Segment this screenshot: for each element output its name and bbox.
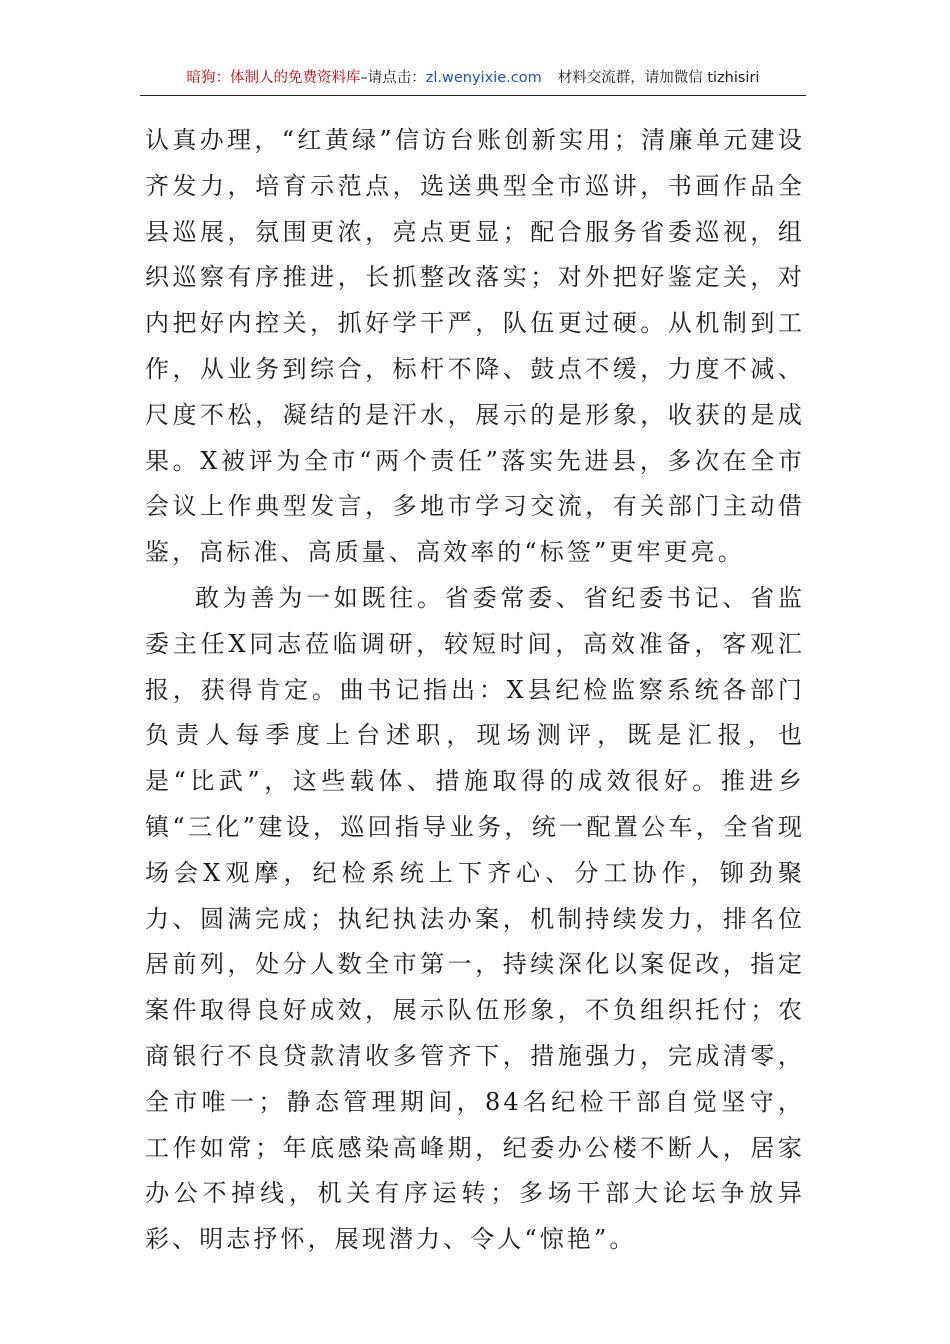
header-url-link[interactable]: zl.wenyixie.com <box>425 70 542 86</box>
page-header <box>140 64 806 96</box>
header-contact: 材料交流群，请加微信 tizhisiri <box>557 70 760 86</box>
paragraph-1: 认真办理，“红黄绿”信访台账创新实用；清廉单元建设齐发力，培育示范点，选送典型全市巡讲，书画作品全县巡展，氛围更浓，亮点更显；配合服务省委巡视，组织巡察有序推进，长抓整改落实；对外把好鉴定关，对内把好内控关，抓好学干严，队伍更过硬。从机制到工作，从业务到综合，标杆不降、鼓点不缓，力度不减、尺度不松，凝结的是汗水，展示的是形象，收获的是成果。X被评为全市“两个责任”落实先进县，多次在全市会议上作典型发言，多地市学习交流，有关部门主动借鉴，高标准、高质量、高效率的“标签”更牢更亮。 <box>145 126 805 567</box>
paragraph-2: 敢为善为一如既往。省委常委、省纪委书记、省监委主任X同志莅临调研，较短时间，高效准备，客观汇报，获得肯定。曲书记指出：X县纪检监察系统各部门负责人每季度上台述职，现场测评，既是汇报，也是“比武”，这些载体、措施取得的成效很好。推进乡镇“三化”建设，巡回指导业务，统一配置公车，全省现场会X观摩，纪检系统上下齐心、分工协作，铆劲聚力、圆满完成；执纪执法办案，机制持续发力，排名位居前列，处分人数全市第一，持续深化以案促改，指定案件取得良好成效，展示队伍形象，不负组织托付；农商银行不良贷款清收多管齐下，措施强力，完成清零，全市唯一；静态管理期间，84名纪检干部自觉坚守，工作如常；年底感染高峰期，纪委办公楼不断人，居家办公不掉线，机关有序运转；多场干部大论坛争放异彩、明志抒怀，展现潜力、令人“惊艳”。 <box>145 583 805 1254</box>
document-body <box>145 118 805 1263</box>
header-prompt: –请点击： <box>360 70 426 86</box>
header-brand: 暗狗：体制人的免费资料库 <box>186 70 361 86</box>
